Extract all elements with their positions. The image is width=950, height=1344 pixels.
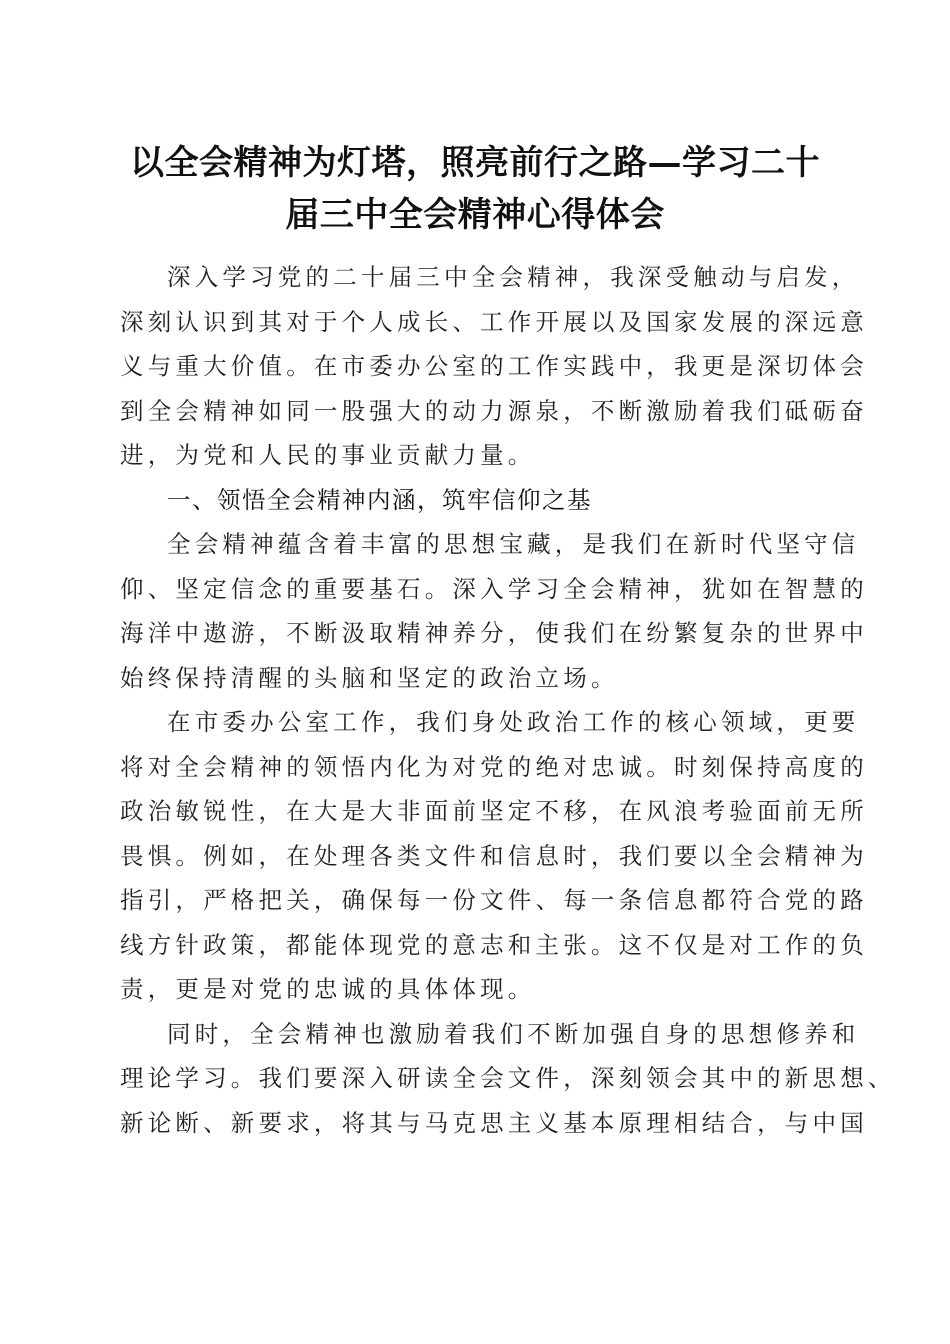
text-line: 责，更是对党的忠诚的具体体现。 <box>120 975 536 1003</box>
heading-line: 一、领悟全会精神内涵，筑牢信仰之基 <box>167 485 592 514</box>
text-line: 进，为党和人民的事业贡献力量。 <box>120 441 536 469</box>
text-line: 同时，全会精神也激励着我们不断加强自身的思想修养和 <box>167 1019 860 1048</box>
title-line: 届三中全会精神心得体会 <box>285 195 665 235</box>
document-title <box>100 137 850 241</box>
text-line: 线方针政策，都能体现党的意志和主张。这不仅是对工作的负 <box>120 930 868 959</box>
text-line: 理论学习。我们要深入研读全会文件，深刻领会其中的新思想、 <box>120 1064 896 1092</box>
paragraph-intro <box>120 255 868 478</box>
section-heading <box>120 478 832 523</box>
title-line: 以全会精神为灯塔，照亮前行之路—学习二十 <box>130 143 820 183</box>
paragraph-2 <box>120 700 868 1012</box>
text-line: 义与重大价值。在市委办公室的工作实践中，我更是深切体会 <box>120 352 868 380</box>
text-line: 全会精神蕴含着丰富的思想宝藏，是我们在新时代坚守信 <box>167 530 860 558</box>
document-body <box>120 255 896 1145</box>
text-line: 海洋中遨游，不断汲取精神养分，使我们在纷繁复杂的世界中 <box>120 619 868 647</box>
text-line: 新论断、新要求，将其与马克思主义基本原理相结合，与中国 <box>120 1108 868 1137</box>
text-line: 在市委办公室工作，我们身处政治工作的核心领域，更要 <box>167 708 860 736</box>
text-line: 畏惧。例如，在处理各类文件和信息时，我们要以全会精神为 <box>120 841 868 870</box>
text-line: 深刻认识到其对于个人成长、工作开展以及国家发展的深远意 <box>120 307 868 336</box>
text-line: 到全会精神如同一股强大的动力源泉，不断激励着我们砥砺奋 <box>120 396 868 425</box>
paragraph-1 <box>120 522 868 700</box>
text-line: 指引，严格把关，确保每一份文件、每一条信息都符合党的路 <box>120 886 868 914</box>
text-line: 仰、坚定信念的重要基石。深入学习全会精神，犹如在智慧的 <box>120 574 868 603</box>
paragraph-3 <box>120 1012 896 1146</box>
text-line: 始终保持清醒的头脑和坚定的政治立场。 <box>120 663 619 692</box>
text-line: 政治敏锐性，在大是大非面前坚定不移，在风浪考验面前无所 <box>120 797 868 825</box>
text-line: 深入学习党的二十届三中全会精神，我深受触动与启发， <box>167 263 860 291</box>
text-line: 将对全会精神的领悟内化为对党的绝对忠诚。时刻保持高度的 <box>120 752 868 781</box>
